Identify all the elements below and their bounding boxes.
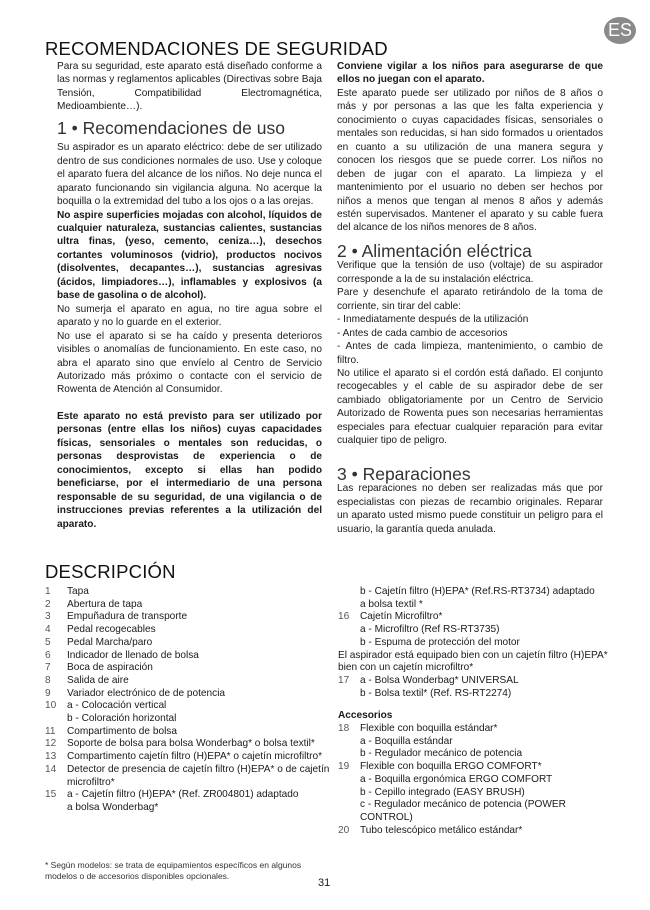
list-item: 17 a - Bolsa Wonderbag* UNIVERSAL — [338, 674, 519, 686]
list-item: 4 Pedal recogecables — [45, 624, 156, 636]
right-column — [337, 60, 603, 536]
children-paragraph: Este aparato puede ser utilizado por niños de 8 años o más y por personas a las que les falta experiencia y conocimiento o cuyas capacidades físicas, sensoriales o mentales son reducidas, si han sido formados u orientados en cuanto a su utilización de una manera segura y conocen los riesgos que se puede correr. Los niños no deben de jugar con el aparato. La limpieza y el mantenimiento por el usuario no deben ser hechos por niños a menos que tengan al menos 8 años y además estén supervisados. Mantener el aparato y su cable fuera del alcance de los niños menores de 8 años. — [337, 87, 603, 234]
list-item: c - Regulador mecánico de potencia (POWER CONTROL) — [360, 799, 566, 823]
list-item: 12 Soporte de bolsa para bolsa Wonderbag* o bolsa textil* — [45, 738, 315, 750]
description-list-left — [45, 586, 330, 815]
list-item: 3 Empuñadura de transporte — [45, 611, 188, 623]
alimentacion-bullet-3: - Antes de cada limpieza, mantenimiento, o cambio de filtro. — [337, 341, 603, 366]
list-item: b - Regulador mecánico de potencia — [360, 748, 523, 760]
alimentacion-paragraph-3: No utilice el aparato si el cordón está dañado. El conjunto recogecables y el cable de su aspirador debe de ser cambiado obligatoriamente por un Centro de Servicio Autorizado de Rowenta pues son necesarias herramientas especiales para efectuar cualquier reparación para evitar cualquier tipo de peligro. — [337, 367, 603, 447]
list-item: 7 Boca de aspiración — [45, 662, 153, 674]
list-item: a - Boquilla estándar — [360, 735, 453, 747]
language-badge: ES — [604, 17, 636, 44]
alimentacion-bullet-1: - Inmediatamente después de la utilización — [337, 314, 529, 326]
list-item: b - Cepillo integrado (EASY BRUSH) — [360, 786, 525, 798]
alimentacion-bullet-2: - Antes de cada cambio de accesorios — [337, 327, 508, 339]
list-item: 11 Compartimento de bolsa — [45, 725, 177, 737]
list-item: 1 Tapa — [45, 586, 89, 597]
left-column — [57, 60, 322, 531]
list-item: a - Boquilla ergonómica ERGO COMFORT — [360, 773, 553, 785]
list-item: 14 Detector de presencia de cajetín filtro (H)EPA* o de cajetín microfiltro* — [45, 763, 330, 788]
list-item: 16 Cajetín Microfiltro* — [338, 611, 443, 623]
description-list-right — [338, 586, 608, 837]
uso-paragraph-1: Su aspirador es un aparato eléctrico: debe de ser utilizado dentro de sus condiciones normales de uso. Use y coloque el aparato fuera del alcance de los niños. No deje nunca el aparato funcionando sin vigilancia alguna. No acerque la boquilla o la extremidad del tubo a los ojos o a las orejas. — [57, 142, 322, 208]
list-item: 15 a - Cajetín filtro (H)EPA* (Ref. ZR004801) adaptado a bolsa Wonderbag* — [45, 789, 299, 813]
list-item: 10 a - Colocación vertical — [45, 700, 167, 712]
uso-warning-children: Este aparato no está previsto para ser utilizado por personas (entre ellas los niños) cuyas capacidades físicas, sensoriales o mentales son reducidas, o personas desprovistas de experiencia o de conocimientos, excepto si ellas han podido beneficiarse, por el intermediario de una persona responsable de su seguridad, de una vigilancia o de instrucciones previas referentes a la utilización del aparato. — [57, 410, 322, 530]
uso-warning-paragraph: No aspire superficies mojadas con alcohol, líquidos de cualquier naturaleza, sustancias calientes, sustancias ultra finas, (yeso, cemento, ceniza…), desechos cortantes voluminosos (vidrio), productos nocivos (disolventes, decapantes…), sustancias agresivas (ácidos, limpiadores…), inflamables y explosivos (a base de gasolina o de alcohol). — [57, 209, 322, 302]
accessories-title: Accesorios — [338, 710, 393, 722]
list-item: b - Bolsa textil* (Ref. RS-RT2274) — [360, 687, 512, 699]
list-item: 5 Pedal Marcha/paro — [45, 636, 153, 648]
description-heading: DESCRIPCIÓN — [45, 561, 176, 582]
list-item: 18 Flexible con boquilla estándar* — [338, 723, 498, 735]
section-heading-uso: 1 • Recomendaciones de uso — [57, 117, 285, 138]
list-item: b - Coloración horizontal — [67, 713, 177, 725]
list-item: b - Espuma de protección del motor — [360, 636, 520, 648]
uso-paragraph-4: No use el aparato si se ha caído y presenta deterioros visibles o anomalías de funcionamiento. En este caso, no abra el aparato sino que envíelo al Centro de Servicio Autorizado más próximo o contacte con el servicio de Rowenta de Atención al Consumidor. — [57, 330, 322, 396]
list-item: 9 Variador electrónico de de potencia — [45, 687, 226, 699]
alimentacion-paragraph-1: Verifique que la tensión de uso (voltaje) de su aspirador corresponde a la de su instalación eléctrica. — [337, 260, 603, 285]
children-warning: Conviene vigilar a los niños para asegurarse de que ellos no juegan con el aparato. — [337, 61, 603, 86]
intro-paragraph: Para su seguridad, este aparato está diseñado conforme a las normas y reglamentos aplicables (Directivas sobre Baja Tensión, Compatibilidad Electromagnética, Medioambiente…). — [57, 61, 322, 113]
section-heading-reparaciones: 3 • Reparaciones — [337, 463, 471, 484]
list-item: 19 Flexible con boquilla ERGO COMFORT* — [338, 761, 542, 773]
list-item: a - Microfiltro (Ref RS-RT3735) — [360, 624, 500, 636]
list-item: 2 Abertura de tapa — [45, 598, 143, 610]
list-item: b - Cajetín filtro (H)EPA* (Ref.RS-RT3734) adaptado a bolsa textil * — [360, 586, 595, 610]
uso-paragraph-3: No sumerja el aparato en agua, no tire agua sobre el aparato y no lo guarde en el exterior. — [57, 303, 322, 329]
list-item: 13 Compartimento cajetín filtro (H)EPA* o cajetín microfiltro* — [45, 751, 323, 763]
equipment-note: El aspirador está equipado bien con un cajetín filtro (H)EPA* bien con un cajetín microfiltro* — [338, 649, 608, 674]
reparaciones-paragraph: Las reparaciones no deben ser realizadas más que por especialistas con piezas de recambio originales. Reparar un aparato usted mismo puede constituir un peligro para el usuario, la garantía queda anulada. — [337, 483, 603, 535]
page-number: 31 — [318, 877, 331, 889]
section-heading-alimentacion: 2 • Alimentación eléctrica — [337, 240, 532, 261]
footnote: * Según modelos: se trata de equipamientos específicos en algunos modelos o de accesorios disponibles opcionales. — [45, 860, 302, 881]
list-item: 8 Salida de aire — [45, 674, 129, 686]
alimentacion-paragraph-2: Pare y desenchufe el aparato retirándolo de la toma de corriente, sin tirar del cable: — [337, 287, 603, 312]
list-item: 20 Tubo telescópico metálico estándar* — [338, 824, 523, 836]
page-title: RECOMENDACIONES DE SEGURIDAD — [45, 38, 388, 59]
list-item: 6 Indicador de llenado de bolsa — [45, 649, 199, 661]
